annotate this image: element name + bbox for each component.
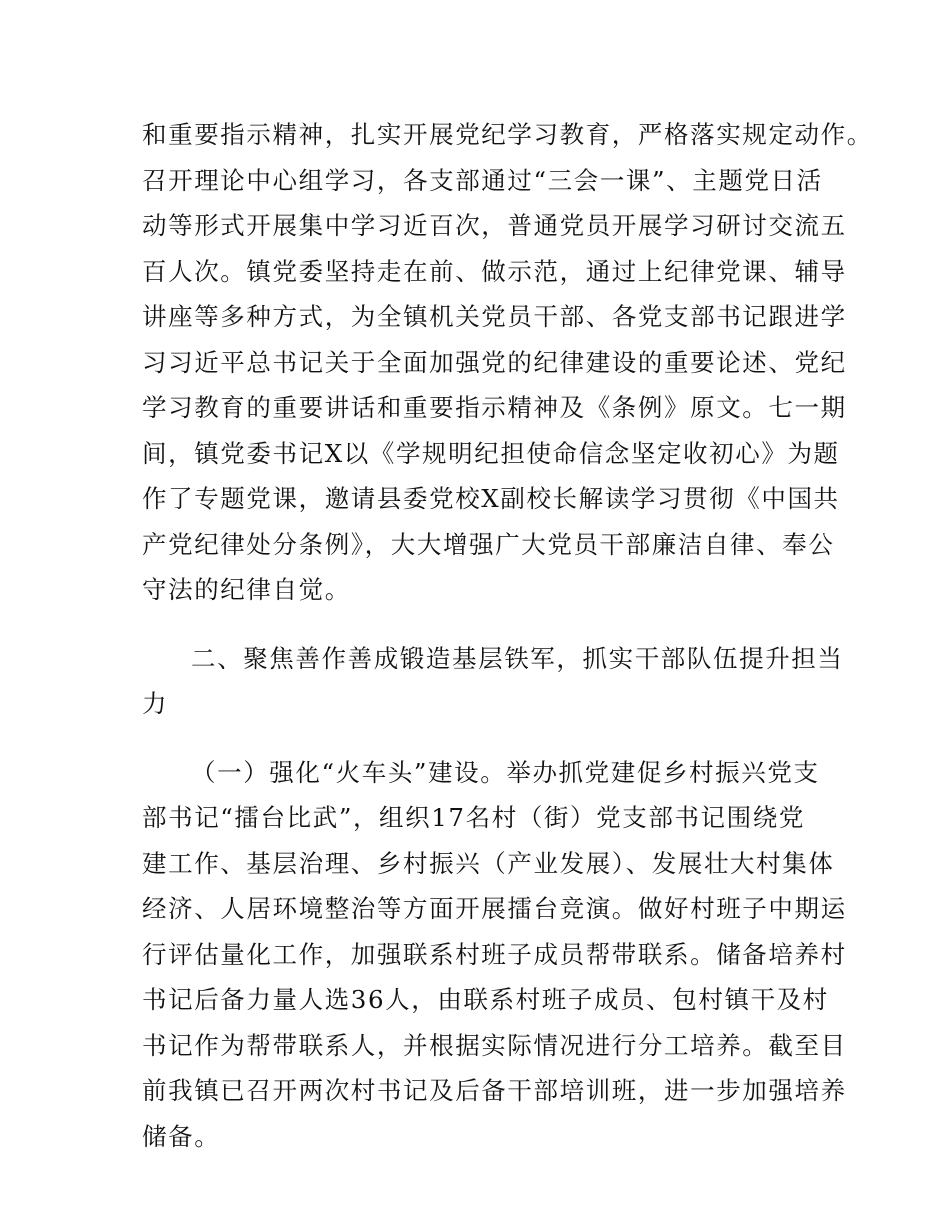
paragraph-line: 和重要指示精神，扎实开展党纪学习教育，严格落实规定动作。 [142, 120, 873, 149]
paragraph-line: 召开理论中心组学习，各支部通过“三会一课”、主题党日活 [142, 165, 823, 195]
paragraph-line: 习习近平总书记关于全面加强党的纪律建设的重要论述、党纪 [142, 347, 847, 377]
paragraph-line: 建工作、基层治理、乡村振兴（产业发展）、发展壮大村集体 [142, 848, 835, 878]
paragraph-line: 书记作为帮带联系人，并根据实际情况进行分工培养。截至目 [142, 1030, 847, 1060]
paragraph-line: 前我镇已召开两次村书记及后备干部培训班，进一步加强培养 [142, 1076, 847, 1105]
paragraph-line: （一）强化“火车头”建设。举办抓党建促乡村振兴党支 [191, 757, 820, 787]
paragraph-line: 动等形式开展集中学习近百次，普通党员开展学习研讨交流五 [142, 211, 847, 240]
paragraph-line: 行评估量化工作，加强联系村班子成员帮带联系。储备培养村 [142, 939, 847, 969]
paragraph-line: 作了专题党课，邀请县委党校X副校长解读学习贯彻《中国共 [142, 484, 840, 513]
section-heading-two [142, 636, 844, 727]
paragraph-line: 产党纪律处分条例》，大大增强广大党员干部廉洁自律、奉公 [142, 529, 835, 559]
paragraph-line: 百人次。镇党委坚持走在前、做示范，通过上纪律党课、辅导 [142, 256, 847, 286]
paragraph-line: 经济、人居环境整治等方面开展擂台竞演。做好村班子中期运 [142, 894, 847, 923]
heading-line: 二、聚焦善作善成锻造基层铁军，抓实干部队伍提升担当 [191, 643, 844, 673]
heading-line: 力 [142, 689, 169, 718]
paragraph-line: 储备。 [142, 1121, 221, 1151]
paragraph-line: 间，镇党委书记X以《学规明纪担使命信念坚定收初心》为题 [142, 438, 840, 468]
paragraph-line: 守法的纪律自觉。 [142, 575, 351, 604]
paragraph-line: 学习教育的重要讲话和重要指示精神及《条例》原文。七一期 [142, 393, 847, 422]
paragraph-line: 书记后备力量人选36人，由联系村班子成员、包村镇干及村 [142, 985, 829, 1014]
paragraph-party-discipline-education [142, 112, 873, 613]
document-body [142, 112, 873, 1159]
paragraph-locomotive-building [142, 750, 847, 1160]
paragraph-line: 讲座等多种方式，为全镇机关党员干部、各党支部书记跟进学 [142, 302, 847, 331]
paragraph-line: 部书记“擂台比武”，组织17名村（街）党支部书记围绕党 [142, 803, 805, 832]
